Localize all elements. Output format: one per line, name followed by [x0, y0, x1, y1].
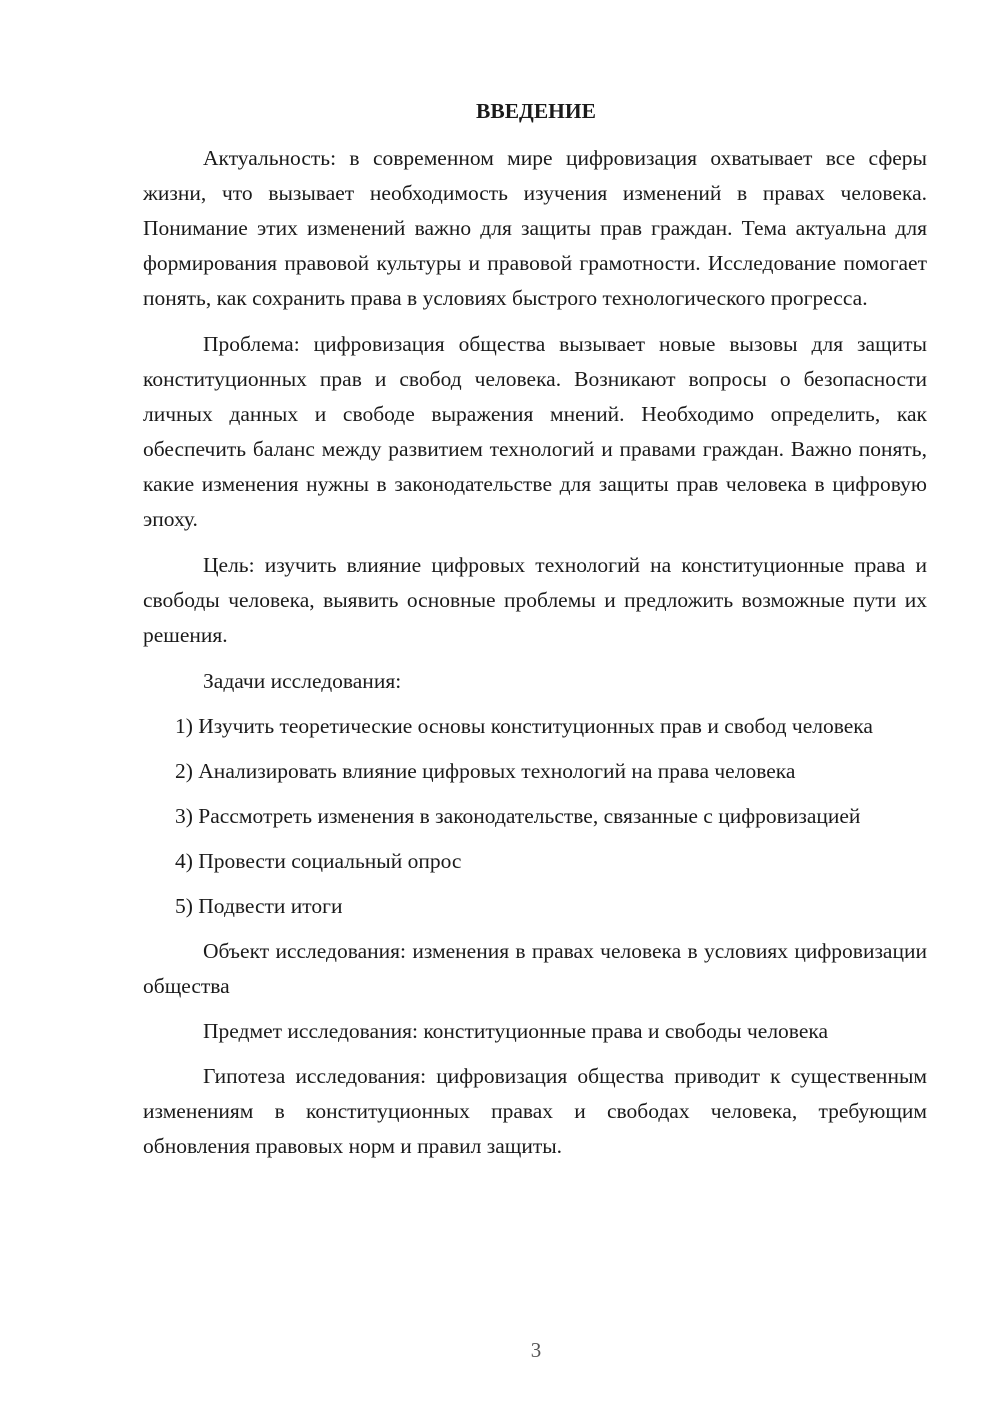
- body-text: [143, 141, 927, 1164]
- page-title: ВВЕДЕНИЕ: [476, 99, 596, 123]
- list-item: 3) Рассмотреть изменения в законодательстве, связанные с цифровизацией: [175, 804, 861, 828]
- paragraph-goal: Цель: изучить влияние цифровых технологий на конституционные права и свободы человека, выявить основные проблемы и предложить возможные пути их решения.: [143, 553, 927, 647]
- paragraph-problem: Проблема: цифровизация общества вызывает новые вызовы для защиты конституционных прав и свобод человека. Возникают вопросы о безопасности личных данных и свободе выражения мнений. Необходимо определить, как обеспечить баланс между развитием технологий и правами граждан. Важно понять, какие изменения нужны в законодательстве для защиты прав человека в цифровую эпоху.: [143, 332, 927, 531]
- paragraph-subject: Предмет исследования: конституционные права и свободы человека: [203, 1019, 829, 1043]
- list-item: 1) Изучить теоретические основы конституционных прав и свобод человека: [175, 714, 873, 738]
- paragraph-tasks-heading: Задачи исследования:: [203, 669, 402, 693]
- page-number: 3: [530, 1338, 542, 1362]
- list-item: 2) Анализировать влияние цифровых технологий на права человека: [175, 759, 796, 783]
- list-item: 5) Подвести итоги: [175, 894, 343, 918]
- paragraph-relevance: Актуальность: в современном мире цифровизация охватывает все сферы жизни, что вызывает необходимость изучения изменений в правах человека. Понимание этих изменений важно для защиты прав граждан. Тема актуальна для формирования правовой культуры и правовой грамотности. Исследование помогает понять, как сохранить права в условиях быстрого технологического прогресса.: [143, 146, 927, 310]
- list-item: 4) Провести социальный опрос: [175, 849, 462, 873]
- paragraph-hypothesis: Гипотеза исследования: цифровизация общества приводит к существенным изменениям в конституционных правах и свободах человека, требующим обновления правовых норм и правил защиты.: [143, 1064, 927, 1158]
- paragraph-object: Объект исследования: изменения в правах человека в условиях цифровизации общества: [143, 939, 927, 998]
